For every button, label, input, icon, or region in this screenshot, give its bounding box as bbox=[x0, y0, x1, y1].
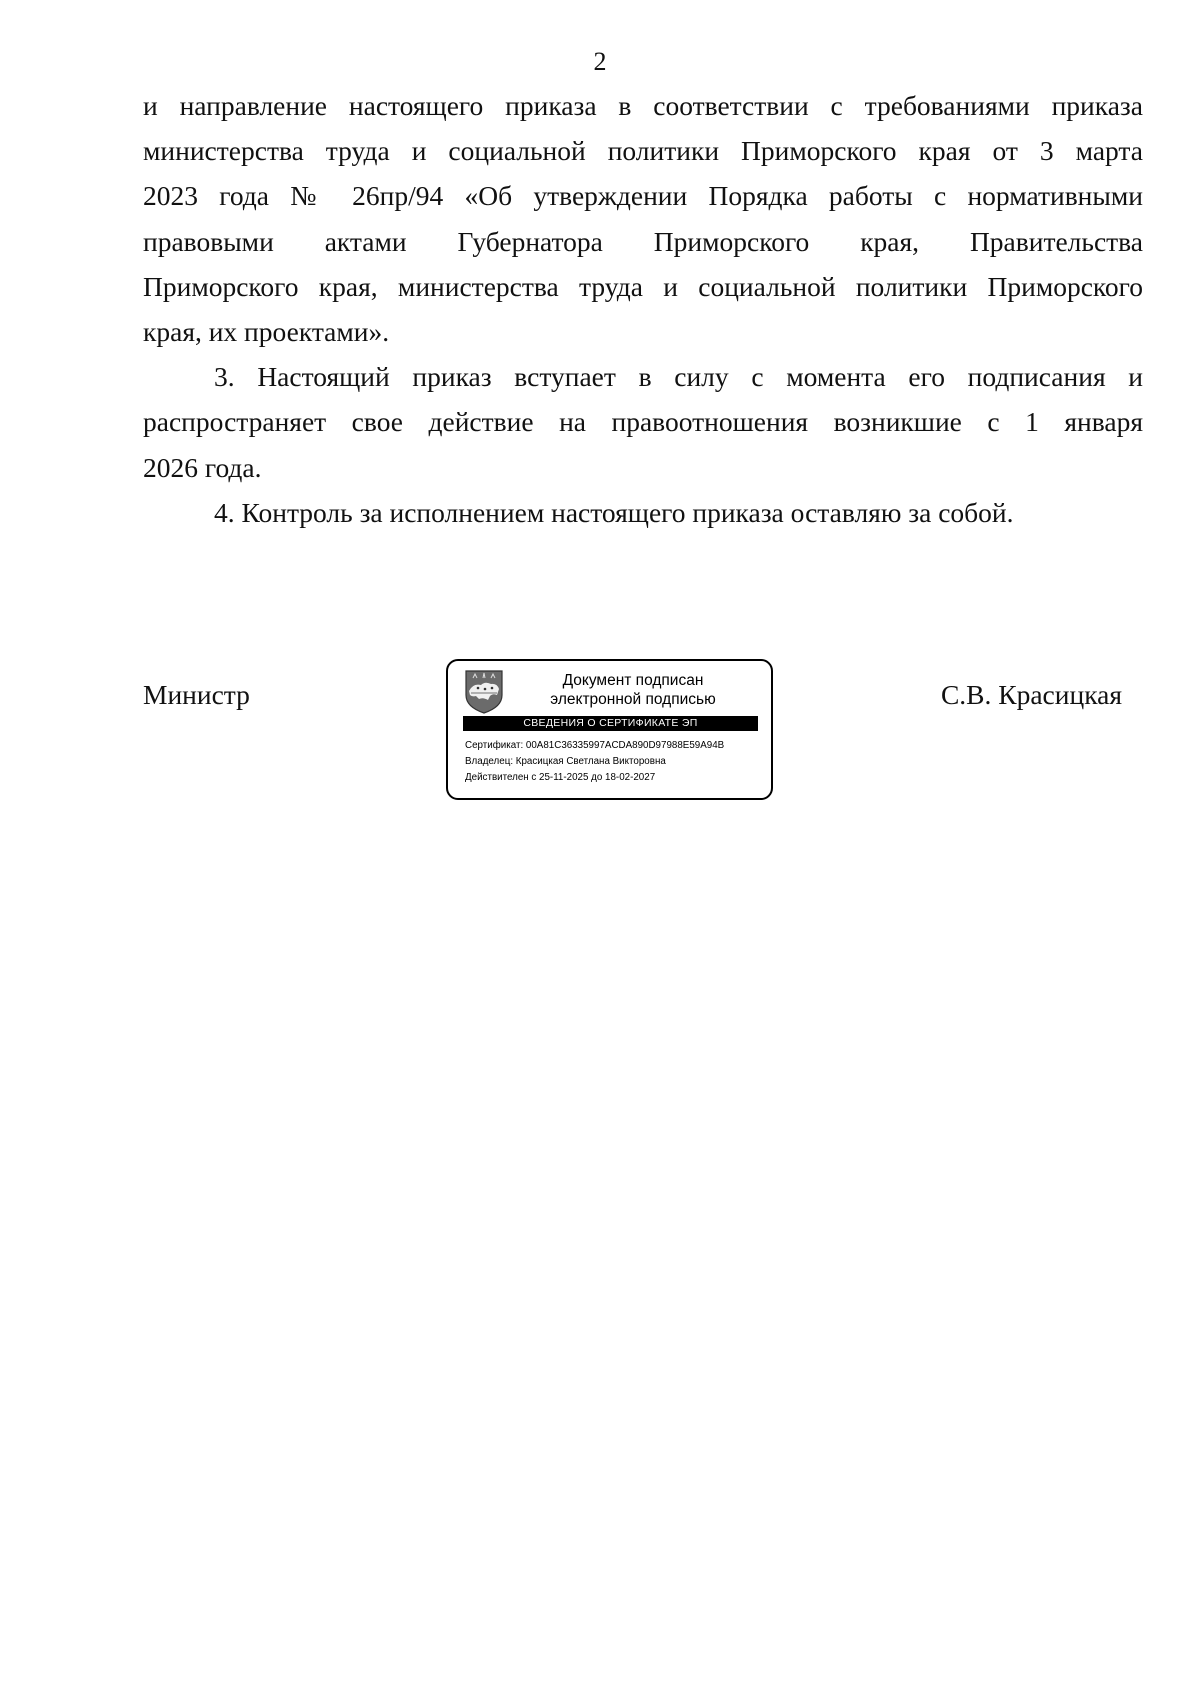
paragraph-line: и направление настоящего приказа в соответствии с требованиями приказа bbox=[143, 90, 1143, 121]
signatory-name: С.В. Красицкая bbox=[940, 679, 1122, 710]
page-number: 2 bbox=[593, 47, 607, 76]
stamp-title: Документ подписан bbox=[562, 672, 704, 689]
primorsky-coat-of-arms-icon bbox=[463, 669, 505, 715]
certificate-number: Сертификат: 00A81C36335997ACDA890D97988E59A94B bbox=[465, 740, 725, 751]
paragraph-line: распространяет свое действие на правоотношения возникшие с 1 января bbox=[143, 406, 1143, 437]
paragraph-line: 2026 года. bbox=[143, 452, 262, 483]
electronic-signature-stamp bbox=[446, 659, 773, 800]
certificate-validity: Действителен с 25-11-2025 до 18-02-2027 bbox=[465, 772, 656, 783]
certificate-info-header: СВЕДЕНИЯ О СЕРТИФИКАТЕ ЭП bbox=[463, 716, 758, 731]
paragraph-line: правовыми актами Губернатора Приморского края, Правительства bbox=[143, 226, 1143, 257]
paragraph-line: 2023 года № 26пр/94 «Об утверждении Порядка работы с нормативными bbox=[143, 180, 1143, 211]
paragraph-line: Приморского края, министерства труда и социальной политики Приморского bbox=[143, 271, 1143, 302]
signatory-position: Министр bbox=[143, 679, 250, 710]
certificate-owner: Владелец: Красицкая Светлана Викторовна bbox=[465, 756, 666, 767]
paragraph-line: 3. Настоящий приказ вступает в силу с момента его подписания и bbox=[214, 361, 1143, 392]
paragraph-line: края, их проектами». bbox=[143, 316, 390, 347]
paragraph-line: 4. Контроль за исполнением настоящего приказа оставляю за собой. bbox=[214, 497, 1014, 528]
paragraph-line: министерства труда и социальной политики Приморского края от 3 марта bbox=[143, 135, 1143, 166]
stamp-subtitle: электронной подписью bbox=[550, 691, 716, 708]
